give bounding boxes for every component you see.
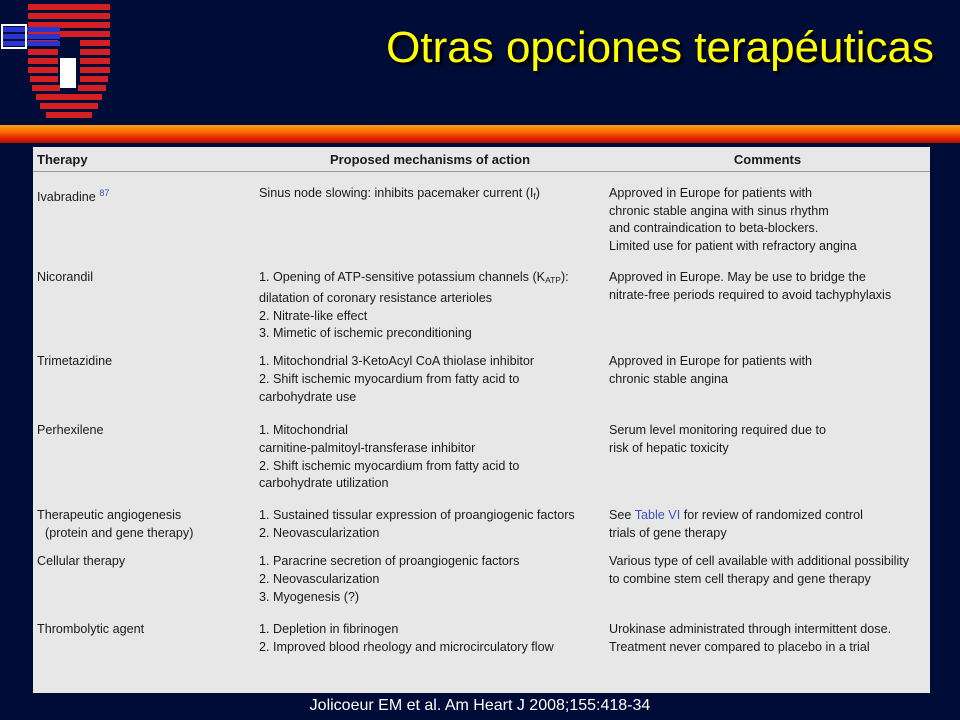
- table-row: Thrombolytic agent 1. Depletion in fibrinogen 2. Improved blood rheology and microcirculatory flow Urokinase administrated through intermittent dose. Treatment never compared to placebo in a trial: [37, 622, 892, 654]
- table-row: Cellular therapy 1. Paracrine secretion of proangiogenic factors 2. Neovascularization 3. Myogenesis (?) Various type of cell available with additional possibility to combine stem cell therapy and gene therapy: [37, 554, 910, 604]
- column-header-mechanism: Proposed mechanisms of action: [255, 147, 605, 172]
- therapy-name: Thrombolytic agent: [37, 622, 145, 637]
- slide-title: Otras opciones terapéuticas: [386, 23, 934, 72]
- table-vi-link[interactable]: Table VI: [634, 508, 681, 523]
- table-row: Therapeutic angiogenesis (protein and gene therapy) 1. Sustained tissular expression of proangiogenic factors 2. Neovascularization See Table VI for review of randomized control trials of gene therapy: [37, 508, 863, 540]
- column-header-comments: Comments: [605, 147, 930, 172]
- therapy-name: Trimetazidine: [37, 354, 113, 369]
- therapy-name: Cellular therapy: [37, 554, 126, 569]
- reference-link[interactable]: 87: [99, 188, 110, 198]
- hospital-logo: [0, 0, 120, 125]
- citation-text: Jolicoeur EM et al. Am Heart J 2008;155:418-34: [309, 697, 651, 714]
- table-row: Ivabradine $^{87}$ Sinus node slowing: inhibits pacemaker current $(I_f)$ Approved in Europe for patients with chronic stable angina with sinus rhythm and contraindication to beta-blockers. Limited use for patient with refractory angina: [37, 186, 857, 253]
- table-header-row: [33, 147, 930, 172]
- therapy-name: Therapeutic angiogenesis: [37, 508, 182, 523]
- title-divider-bar: [0, 125, 960, 143]
- column-header-therapy: Therapy: [33, 147, 255, 172]
- table-row: Trimetazidine 1. Mitochondrial 3-KetoAcyl CoA thiolase inhibitor 2. Shift ischemic myocardium from fatty acid to carbohydrate use Approved in Europe for patients with chronic stable angina: [37, 354, 813, 404]
- table-row: Perhexilene 1. Mitochondrial carnitine-palmitoyl-transferase inhibitor 2. Shift ischemic myocardium from fatty acid to carbohydrate utilization Serum level monitoring required due to risk of hepatic toxicity: [37, 423, 827, 491]
- therapy-name: Perhexilene: [37, 423, 104, 438]
- table-row: Nicorandil 1. Opening of ATP-sensitive potassium channels $(K_{ATP})$: dilatation of coronary resistance arterioles 2. Nitrate-like effect 3. Mimetic of ischemic preconditioning Approved in Europe. May be use to bridge the nitrate-free periods required to avoid tachyphylaxis: [37, 270, 892, 341]
- therapy-name: Ivabradine: [37, 190, 96, 204]
- therapy-name: Nicorandil: [37, 270, 93, 285]
- therapy-table: [33, 147, 930, 693]
